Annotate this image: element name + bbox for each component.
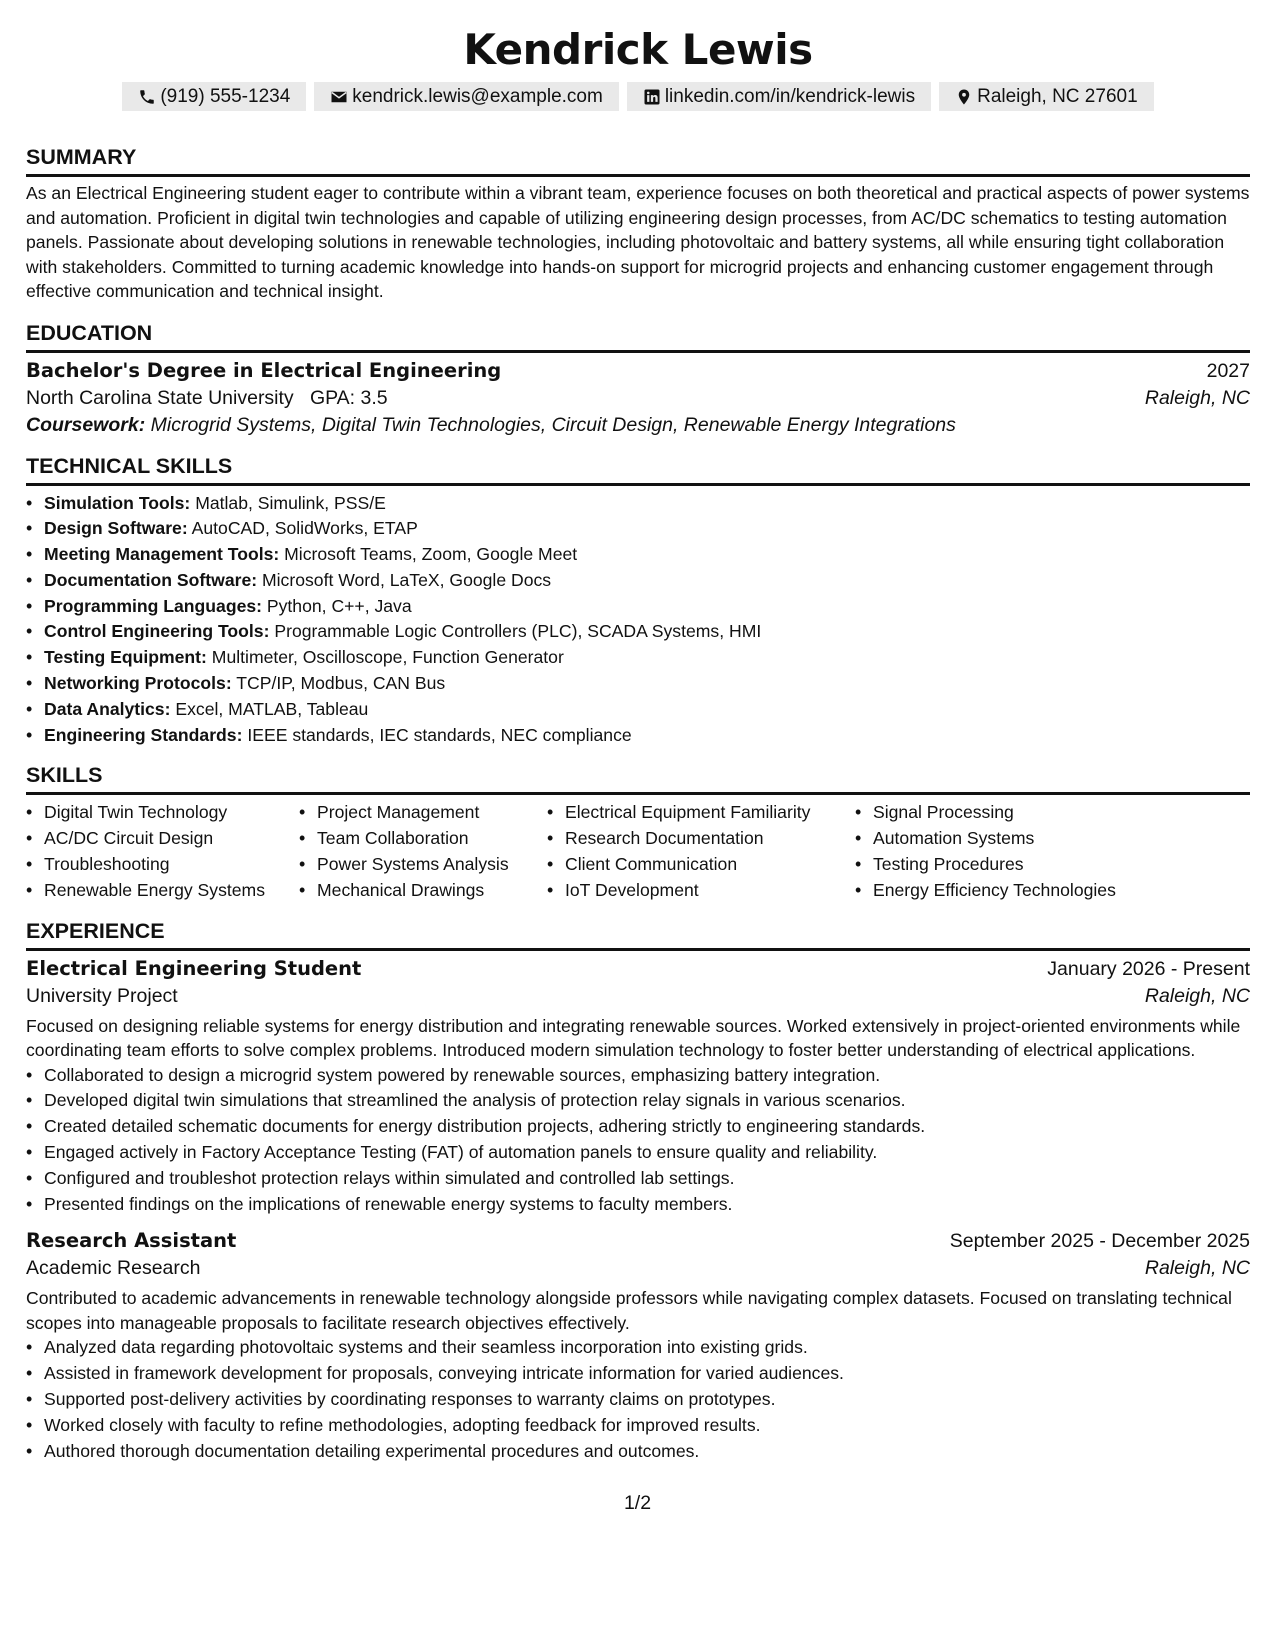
school-line	[26, 387, 388, 410]
skill-values: IEEE standards, IEC standards, NEC compliance	[247, 724, 632, 745]
contact-linkedin-text: linkedin.com/in/kendrick-lewis	[664, 86, 916, 107]
job-location: Raleigh, NC	[1144, 1257, 1250, 1280]
education-section	[26, 318, 1250, 437]
list-item: • Analyzed data regarding photovoltaic systems and their seamless incorporation into existing grids.	[26, 1335, 1250, 1361]
skill-values: Multimeter, Oscilloscope, Function Generator	[211, 647, 564, 668]
list-item: • Power Systems Analysis	[299, 852, 533, 878]
contact-email[interactable]	[314, 82, 619, 111]
skill-values: TCP/IP, Modbus, CAN Bus	[236, 673, 446, 694]
list-item: • Engaged actively in Factory Acceptance Testing (FAT) of automation panels to ensure quality and reliability.	[26, 1140, 1250, 1166]
list-item: • Research Documentation	[547, 826, 841, 852]
technical-skills-list	[26, 491, 1250, 749]
skill-values: Microsoft Word, LaTeX, Google Docs	[261, 569, 552, 590]
contact-location-text: Raleigh, NC 27601	[977, 86, 1138, 107]
skills-column-1	[26, 800, 285, 903]
list-item: • AC/DC Circuit Design	[26, 826, 285, 852]
skill-category: Simulation Tools:	[44, 492, 191, 513]
page-number: 1/2	[623, 1492, 652, 1514]
contact-phone-text: (919) 555-1234	[160, 86, 291, 107]
graduation-year: 2027	[1206, 359, 1250, 382]
list-item: • Electrical Equipment Familiarity	[547, 800, 841, 826]
gpa: GPA: 3.5	[309, 386, 388, 409]
list-item: • Authored thorough documentation detailing experimental procedures and outcomes.	[26, 1439, 1250, 1465]
contact-email-text: kendrick.lewis@example.com	[352, 86, 603, 107]
list-item	[26, 671, 1250, 697]
job-dates: September 2025 - December 2025	[949, 1230, 1250, 1253]
list-item: • Project Management	[299, 800, 533, 826]
skill-values: Programmable Logic Controllers (PLC), SCADA Systems, HMI	[274, 621, 762, 642]
skill-category: Data Analytics:	[44, 698, 171, 719]
contact-phone[interactable]	[122, 82, 306, 111]
contact-bar	[26, 82, 1250, 111]
list-item: • Collaborated to design a microgrid system powered by renewable sources, emphasizing battery integration.	[26, 1063, 1250, 1089]
list-item: • Worked closely with faculty to refine methodologies, adopting feedback for improved results.	[26, 1413, 1250, 1439]
education-heading: EDUCATION	[26, 318, 1250, 353]
skill-category: Testing Equipment:	[44, 647, 207, 668]
summary-heading: SUMMARY	[26, 142, 1250, 177]
list-item: • Assisted in framework development for proposals, conveying intricate information for varied audiences.	[26, 1361, 1250, 1387]
list-item	[26, 619, 1250, 645]
school-name: North Carolina State University	[26, 386, 294, 409]
job-location: Raleigh, NC	[1144, 984, 1250, 1007]
coursework-list: Microgrid Systems, Digital Twin Technologies, Circuit Design, Renewable Energy Integrations	[150, 413, 956, 436]
candidate-name: Kendrick Lewis	[463, 25, 813, 74]
skills-grid	[26, 800, 1250, 903]
coursework-label: Coursework:	[26, 413, 146, 436]
skill-values: AutoCAD, SolidWorks, ETAP	[191, 518, 418, 539]
list-item	[26, 516, 1250, 542]
job-entry	[26, 1229, 1250, 1464]
skill-category: Engineering Standards:	[44, 724, 243, 745]
experience-heading: EXPERIENCE	[26, 916, 1250, 951]
list-item: • Configured and troubleshot protection relays within simulated and controlled lab settings.	[26, 1166, 1250, 1192]
list-item: • Developed digital twin simulations that streamlined the analysis of protection relay signals in various scenarios.	[26, 1088, 1250, 1114]
job-entry	[26, 957, 1250, 1218]
list-item	[26, 697, 1250, 723]
skill-category: Networking Protocols:	[44, 673, 232, 694]
contact-location	[939, 82, 1154, 111]
school-location: Raleigh, NC	[1144, 386, 1250, 409]
list-item: • Created detailed schematic documents for energy distribution projects, adhering strictly to engineering standards.	[26, 1114, 1250, 1140]
technical-skills-section	[26, 451, 1250, 749]
skill-values: Matlab, Simulink, PSS/E	[195, 492, 386, 513]
list-item	[26, 723, 1250, 749]
skills-column-3	[547, 800, 841, 903]
degree-title: Bachelor's Degree in Electrical Engineering	[26, 358, 502, 382]
skill-category: Meeting Management Tools:	[44, 544, 280, 565]
list-item	[26, 542, 1250, 568]
list-item: • IoT Development	[547, 878, 841, 904]
job-title-row	[26, 957, 1250, 981]
list-item: • Testing Procedures	[855, 852, 1175, 878]
skill-category: Documentation Software:	[44, 569, 258, 590]
list-item	[26, 594, 1250, 620]
list-item: • Presented findings on the implications of renewable energy systems to faculty members.	[26, 1192, 1250, 1218]
list-item: • Client Communication	[547, 852, 841, 878]
education-degree-row	[26, 359, 1250, 383]
skills-section	[26, 760, 1250, 903]
summary-text: As an Electrical Engineering student eager to contribute within a vibrant team, experience focuses on both theoretical and practical aspects of power systems and automation. Proficient in digital twin technologies and capable of utilizing engineering design processes, from AC/DC schematics to testing automation panels. Passionate about developing solutions in renewable technologies, including photovoltaic and battery systems, all while ensuring tight collaboration with stakeholders. Committed to turning academic knowledge into hands-on support for microgrid projects and enhancing customer engagement through effective communication and technical insight.	[26, 183, 1250, 301]
job-org-row	[26, 1257, 1250, 1280]
contact-linkedin[interactable]	[627, 82, 931, 111]
job-title-row	[26, 1229, 1250, 1253]
job-title: Electrical Engineering Student	[26, 956, 362, 980]
skill-category: Programming Languages:	[44, 595, 262, 616]
summary-section	[26, 142, 1250, 304]
skills-column-4	[855, 800, 1175, 903]
skill-values: Excel, MATLAB, Tableau	[175, 698, 369, 719]
coursework-line	[26, 414, 1250, 437]
list-item	[26, 645, 1250, 671]
job-org: Academic Research	[26, 1257, 201, 1280]
skill-values: Microsoft Teams, Zoom, Google Meet	[284, 544, 578, 565]
experience-section	[26, 916, 1250, 1465]
list-item: • Digital Twin Technology	[26, 800, 285, 826]
job-dates: January 2026 - Present	[1047, 957, 1250, 980]
list-item	[26, 568, 1250, 594]
job-bullets	[26, 1335, 1250, 1464]
list-item: • Supported post-delivery activities by coordinating responses to warranty claims on prototypes.	[26, 1387, 1250, 1413]
phone-icon	[138, 88, 156, 106]
job-bullets	[26, 1063, 1250, 1218]
technical-skills-heading: TECHNICAL SKILLS	[26, 451, 1250, 486]
skill-category: Design Software:	[44, 518, 188, 539]
job-org-row	[26, 985, 1250, 1008]
list-item: • Team Collaboration	[299, 826, 533, 852]
list-item: • Renewable Energy Systems	[26, 878, 285, 904]
list-item	[26, 491, 1250, 517]
list-item: • Troubleshooting	[26, 852, 285, 878]
education-school-row	[26, 387, 1250, 410]
job-description: Focused on designing reliable systems for energy distribution and integrating renewable sources. Worked extensively in project-oriented environments while coordinating team efforts to solve complex problems. Introduced modern simulation technology to foster better understanding of electrical applications.	[26, 1015, 1241, 1061]
skill-values: Python, C++, Java	[266, 595, 412, 616]
location-pin-icon	[955, 88, 973, 106]
job-title: Research Assistant	[26, 1229, 237, 1253]
list-item: • Automation Systems	[855, 826, 1175, 852]
list-item: • Signal Processing	[855, 800, 1175, 826]
envelope-icon	[330, 88, 348, 106]
skill-category: Control Engineering Tools:	[44, 621, 270, 642]
skills-heading: SKILLS	[26, 760, 1250, 795]
job-description: Contributed to academic advancements in renewable technology alongside professors while navigating complex datasets. Focused on translating technical scopes into manageable proposals to facilitate research objectives effectively.	[26, 1288, 1232, 1333]
job-org: University Project	[26, 984, 178, 1007]
resume-page	[26, 0, 1250, 1464]
skills-column-2	[299, 800, 533, 903]
list-item: • Mechanical Drawings	[299, 878, 533, 904]
list-item: • Energy Efficiency Technologies	[855, 878, 1175, 904]
linkedin-icon	[643, 88, 661, 106]
